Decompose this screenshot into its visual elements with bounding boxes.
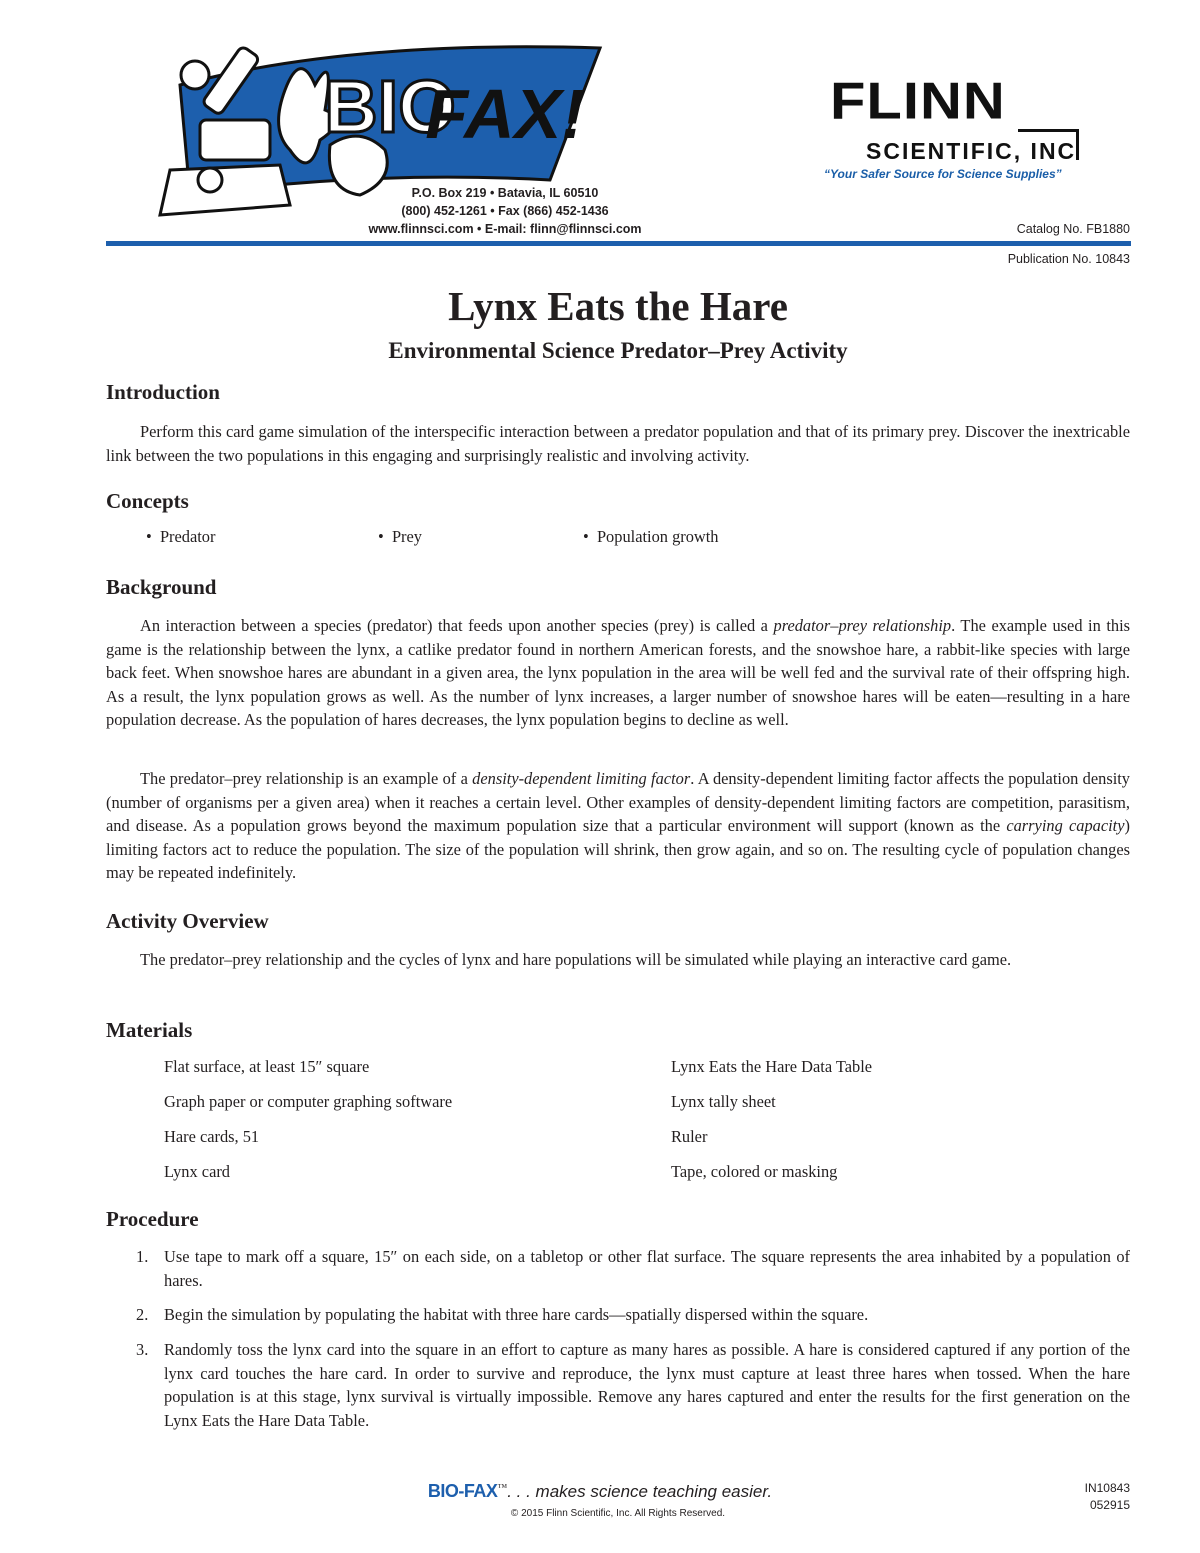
activity-overview-text: The predator–prey relationship and the cycles of lynx and hare populations will be simulated while playing an interactive card game. [140,950,1012,969]
step-number: 2. [136,1305,149,1324]
materials-heading: Materials [106,1018,193,1042]
flinn-sub: SCIENTIFIC, INC [866,138,1077,164]
material-item: Graph paper or computer graphing software [164,1092,453,1111]
footer-codes [1085,1480,1130,1514]
step-number: 1. [136,1247,149,1266]
logo-bio-text: BIO [324,65,456,148]
procedure-step [136,1303,1130,1327]
material-item: Lynx card [164,1162,230,1181]
step-text: Randomly toss the lynx card into the square in an effort to capture as many hares as possible. A hare is considered captured if any portion of the lynx card touches the hare card. In order to survive and reproduce, the lynx must capture at least three hares when tossed. When the hare population is at this stage, lynx survival is virtually impossible. Remove any hares captured and enter the results for the first generation on the Lynx Eats the Hare Data Table. [164,1340,1130,1430]
address-block [325,184,685,238]
footer-slogan: . . . makes science teaching easier. [507,1482,773,1501]
background-heading: Background [106,575,217,599]
page-title: Lynx Eats the Hare [448,283,788,329]
introduction-heading: Introduction [106,380,220,404]
web-email-line[interactable]: www.flinnsci.com • E-mail: flinn@flinnsci.com [368,222,642,236]
catalog-number: Catalog No. FB1880 [1016,222,1130,236]
material-item: Tape, colored or masking [671,1162,838,1181]
footer-date-code: 052915 [1089,1498,1130,1512]
footer-brand: BIO-FAX [427,1481,498,1501]
concept-item: • Population growth [583,527,719,546]
material-item: Ruler [671,1127,708,1146]
material-item: Lynx Eats the Hare Data Table [671,1057,873,1076]
flinn-logo [824,71,1090,185]
step-text: Use tape to mark off a square, 15″ on each side, on a tabletop or other flat surface. The square represents the area inhabited by a population of hares. [164,1247,1130,1290]
flinn-tagline: “Your Safer Source for Science Supplies” [824,167,1062,181]
activity-overview-heading: Activity Overview [106,909,269,933]
footer-tagline [0,1481,1200,1502]
header-rule [106,241,1131,246]
procedure-heading: Procedure [106,1207,199,1231]
concept-item: • Prey [378,527,422,546]
footer-code: IN10843 [1084,1481,1130,1495]
material-item: Lynx tally sheet [671,1092,776,1111]
introduction-text: Perform this card game simulation of the interspecific interaction between a predator population and that of its primary prey. Discover the inextricable link between the two populations in this engaging and surprisingly realistic and involving activity. [106,422,1130,465]
background-paragraph-1: An interaction between a species (predator) that feeds upon another species (prey) is called a predator–prey relationship. The example used in this game is the relationship between the lynx, a catlike predator found in northern American forests, and the snowshoe hare, a rabbit-like species with large back feet. When snowshoe hares are abundant in a given area, the lynx population in the area will be well fed and the survival rate of their offspring high. As a result, the lynx population grows as well. As the number of lynx increases, a larger number of snowshoe hares will be eaten—resulting in a hare population decrease. As the population of hares decreases, the lynx population begins to decline as well. [106,616,1130,730]
step-text: Begin the simulation by populating the habitat with three hare cards—spatially dispersed within the square. [164,1305,869,1324]
phone-line: (800) 452-1261 • Fax (866) 452-1436 [401,204,609,218]
page-subtitle: Environmental Science Predator–Prey Activity [388,338,848,363]
procedure-step [136,1245,1130,1292]
procedure-step [136,1338,1130,1432]
footer-copyright: © 2015 Flinn Scientific, Inc. All Rights Reserved. [510,1508,726,1519]
footer-trademark: ™ [497,1482,508,1494]
background-paragraph-2: The predator–prey relationship is an example of a density-dependent limiting factor. A density-dependent limiting factor affects the population density (number of organisms per a given area) when it reaches a certain level. Other examples of density-dependent limiting factors are competition, parasitism, and disease. As a population grows beyond the maximum population size that a particular environment will support (known as the carrying capacity) limiting factors act to reduce the population. The size of the population will shrink, then grow again, and so on. The resulting cycle of population changes may be repeated indefinitely. [106,769,1130,883]
material-item: Hare cards, 51 [164,1127,260,1146]
flinn-name: FLINN [830,71,1006,131]
step-number: 3. [136,1340,149,1359]
concept-item: • Predator [146,527,216,546]
logo-fax-text: FAX! [425,75,585,153]
publication-number: Publication No. 10843 [1007,252,1130,266]
address-line: P.O. Box 219 • Batavia, IL 60510 [411,186,599,200]
concepts-heading: Concepts [106,489,189,513]
material-item: Flat surface, at least 15″ square [164,1057,370,1076]
